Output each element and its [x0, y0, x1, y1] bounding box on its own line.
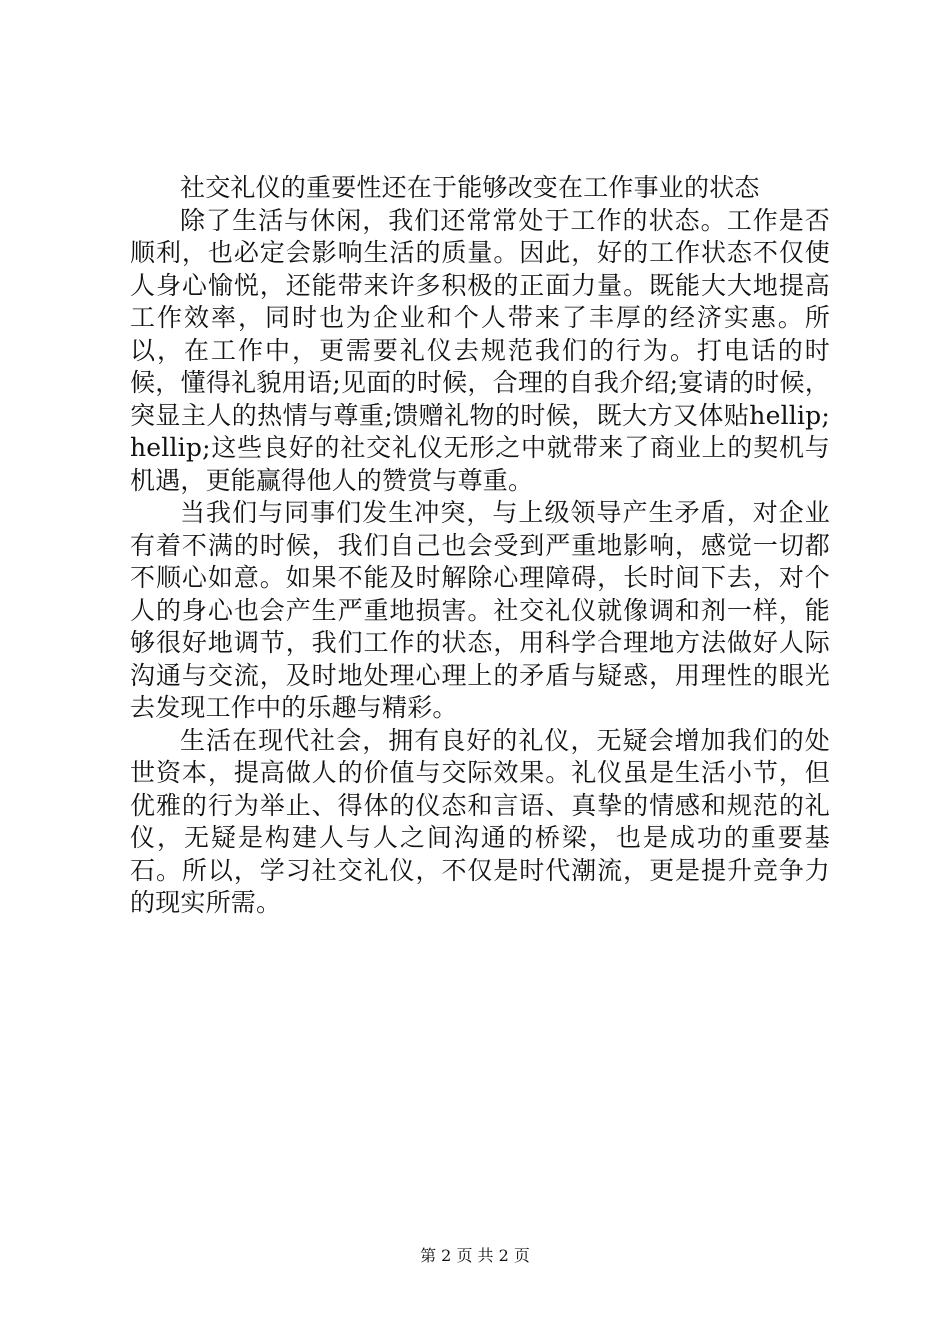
document-body	[130, 172, 830, 920]
paragraph-heading: 社交礼仪的重要性还在于能够改变在工作事业的状态	[180, 173, 760, 202]
paragraph-conflict: 当我们与同事们发生冲突，与上级领导产生矛盾，对企业有着不满的时候，我们自己也会受到严重地影响，感觉一切都不顺心如意。如果不能及时解除心理障碍，长时间下去，对个人的身心也会产生严重地损害。社交礼仪就像调和剂一样，能够很好地调节，我们工作的状态，用科学合理地方法做好人际沟通与交流，及时地处理心理上的矛盾与疑惑，用理性的眼光去发现工作中的乐趣与精彩。	[130, 498, 830, 722]
paragraph-work-state: 除了生活与休闲，我们还常常处于工作的状态。工作是否顺利，也必定会影响生活的质量。因此，好的工作状态不仅使人身心愉悦，还能带来许多积极的正面力量。既能大大地提高工作效率，同时也为企业和个人带来了丰厚的经济实惠。所以，在工作中，更需要礼仪去规范我们的行为。打电话的时候，懂得礼貌用语;见面的时候，合理的自我介绍;宴请的时候，突显主人的热情与尊重;馈赠礼物的时候，既大方又体贴hellip;hellip;这些良好的社交礼仪无形之中就带来了商业上的契机与机遇，更能赢得他人的赞赏与尊重。	[130, 205, 830, 495]
paragraph-conclusion: 生活在现代社会，拥有良好的礼仪，无疑会增加我们的处世资本，提高做人的价值与交际效果。礼仪虽是生活小节，但优雅的行为举止、得体的仪态和言语、真挚的情感和规范的礼仪，无疑是构建人与人之间沟通的桥梁，也是成功的重要基石。所以，学习社交礼仪，不仅是时代潮流，更是提升竞争力的现实所需。	[130, 725, 830, 917]
page-footer: 第 2 页 共 2 页	[420, 1246, 530, 1265]
